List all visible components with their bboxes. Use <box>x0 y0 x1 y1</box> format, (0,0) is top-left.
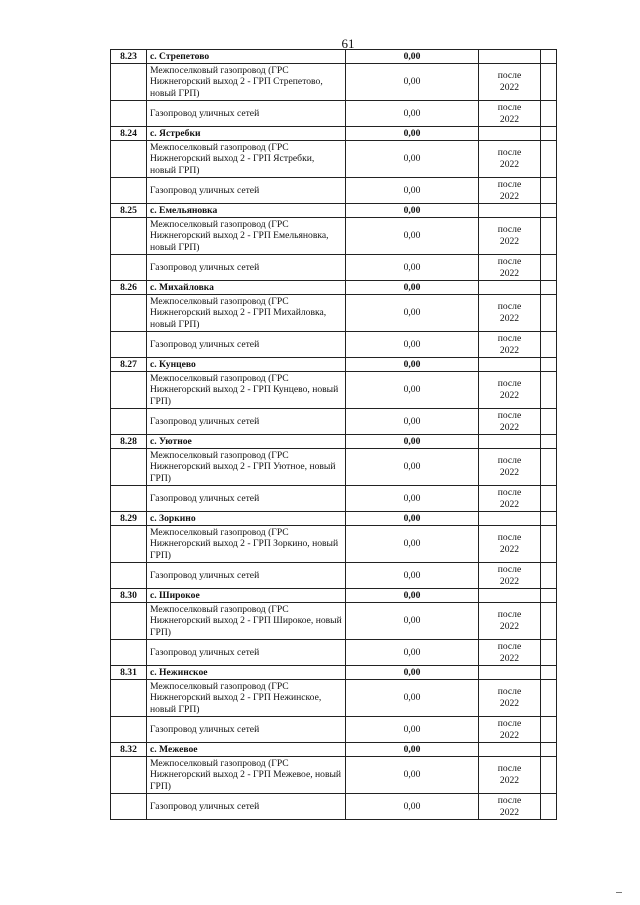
pipeline-name: Межпоселковый газопровод (ГРС Нижнегорский выход 2 - ГРП Ястребки, новый ГРП) <box>147 141 346 178</box>
pipeline-row <box>111 295 557 332</box>
blank-cell <box>541 372 557 409</box>
row-number <box>111 295 147 332</box>
year-prefix: после <box>497 147 522 159</box>
year-cell <box>479 640 541 666</box>
row-number <box>111 255 147 281</box>
year-prefix: после <box>497 70 522 82</box>
blank-cell <box>541 563 557 589</box>
settlement-value: 0,00 <box>346 512 479 526</box>
year-cell <box>479 50 541 64</box>
pipeline-value: 0,00 <box>346 794 479 820</box>
year-cell <box>479 218 541 255</box>
blank-cell <box>541 486 557 512</box>
year-prefix: после <box>497 301 522 313</box>
pipeline-name: Газопровод уличных сетей <box>147 255 346 281</box>
year-prefix: после <box>497 178 522 190</box>
year-prefix: после <box>497 455 522 467</box>
row-number <box>111 141 147 178</box>
row-number <box>111 603 147 640</box>
year-value: 2022 <box>499 82 520 93</box>
year-prefix: после <box>497 332 522 344</box>
row-number <box>111 794 147 820</box>
year-cell <box>479 281 541 295</box>
settlement-value: 0,00 <box>346 743 479 757</box>
blank-cell <box>541 101 557 127</box>
blank-cell <box>541 141 557 178</box>
year-value: 2022 <box>499 390 520 401</box>
year-value: 2022 <box>499 575 520 587</box>
settlement-value: 0,00 <box>346 50 479 64</box>
year-cell <box>479 64 541 101</box>
year-prefix: после <box>497 224 522 236</box>
scan-mark <box>616 892 622 893</box>
year-value: 2022 <box>499 313 520 324</box>
year-cell <box>479 743 541 757</box>
year-cell <box>479 449 541 486</box>
settlement-name: с. Кунцево <box>147 358 346 372</box>
pipeline-name: Межпоселковый газопровод (ГРС Нижнегорский выход 2 - ГРП Межевое, новый ГРП) <box>147 757 346 794</box>
row-number <box>111 680 147 717</box>
blank-cell <box>541 449 557 486</box>
year-value: 2022 <box>499 544 520 555</box>
row-number <box>111 449 147 486</box>
row-number <box>111 526 147 563</box>
settlement-value: 0,00 <box>346 204 479 218</box>
blank-cell <box>541 204 557 218</box>
row-number <box>111 486 147 512</box>
pipeline-row <box>111 794 557 820</box>
pipeline-row <box>111 640 557 666</box>
pipeline-row <box>111 757 557 794</box>
pipeline-name: Газопровод уличных сетей <box>147 101 346 127</box>
year-value: 2022 <box>499 498 520 510</box>
settlement-row <box>111 127 557 141</box>
pipeline-row <box>111 449 557 486</box>
year-prefix: после <box>497 609 522 621</box>
row-number: 8.23 <box>111 50 147 64</box>
blank-cell <box>541 512 557 526</box>
year-cell <box>479 255 541 281</box>
year-cell <box>479 603 541 640</box>
pipeline-name: Межпоселковый газопровод (ГРС Нижнегорский выход 2 - ГРП Широкое, новый ГРП) <box>147 603 346 640</box>
settlement-value: 0,00 <box>346 281 479 295</box>
year-value: 2022 <box>499 344 520 356</box>
year-cell <box>479 757 541 794</box>
settlement-row <box>111 204 557 218</box>
row-number: 8.32 <box>111 743 147 757</box>
settlement-name: с. Михайловка <box>147 281 346 295</box>
pipeline-name: Газопровод уличных сетей <box>147 563 346 589</box>
year-prefix: после <box>497 717 522 729</box>
year-value: 2022 <box>499 698 520 709</box>
row-number <box>111 372 147 409</box>
year-prefix: после <box>497 101 522 113</box>
year-cell <box>479 717 541 743</box>
blank-cell <box>541 255 557 281</box>
pipeline-row <box>111 372 557 409</box>
pipeline-row <box>111 563 557 589</box>
page-number: 61 <box>341 36 355 51</box>
row-number: 8.28 <box>111 435 147 449</box>
year-cell <box>479 526 541 563</box>
year-cell <box>479 295 541 332</box>
settlement-row <box>111 666 557 680</box>
settlement-name: с. Нежинское <box>147 666 346 680</box>
pipeline-name: Межпоселковый газопровод (ГРС Нижнегорский выход 2 - ГРП Михайловка, новый ГРП) <box>147 295 346 332</box>
blank-cell <box>541 332 557 358</box>
year-cell <box>479 409 541 435</box>
blank-cell <box>541 178 557 204</box>
pipeline-name: Межпоселковый газопровод (ГРС Нижнегорский выход 2 - ГРП Емельяновка, новый ГРП) <box>147 218 346 255</box>
row-number <box>111 409 147 435</box>
settlement-value: 0,00 <box>346 127 479 141</box>
year-cell <box>479 794 541 820</box>
settlement-row <box>111 435 557 449</box>
blank-cell <box>541 794 557 820</box>
year-cell <box>479 435 541 449</box>
pipeline-value: 0,00 <box>346 409 479 435</box>
settlement-name: с. Широкое <box>147 589 346 603</box>
pipeline-value: 0,00 <box>346 372 479 409</box>
pipeline-value: 0,00 <box>346 680 479 717</box>
year-prefix: после <box>497 532 522 544</box>
settlement-value: 0,00 <box>346 358 479 372</box>
blank-cell <box>541 526 557 563</box>
blank-cell <box>541 680 557 717</box>
pipeline-value: 0,00 <box>346 757 479 794</box>
row-number <box>111 178 147 204</box>
row-number: 8.31 <box>111 666 147 680</box>
settlement-row <box>111 512 557 526</box>
pipeline-value: 0,00 <box>346 526 479 563</box>
pipeline-name: Газопровод уличных сетей <box>147 640 346 666</box>
pipeline-value: 0,00 <box>346 449 479 486</box>
year-cell <box>479 127 541 141</box>
settlement-name: с. Зоркино <box>147 512 346 526</box>
pipeline-row <box>111 101 557 127</box>
settlement-row <box>111 743 557 757</box>
row-number <box>111 64 147 101</box>
year-cell <box>479 563 541 589</box>
pipeline-name: Межпоселковый газопровод (ГРС Нижнегорский выход 2 - ГРП Стрепетово, новый ГРП) <box>147 64 346 101</box>
year-value: 2022 <box>499 806 520 818</box>
blank-cell <box>541 589 557 603</box>
year-cell <box>479 666 541 680</box>
year-cell <box>479 372 541 409</box>
pipeline-name: Газопровод уличных сетей <box>147 486 346 512</box>
row-number: 8.24 <box>111 127 147 141</box>
pipeline-value: 0,00 <box>346 603 479 640</box>
pipeline-value: 0,00 <box>346 486 479 512</box>
year-value: 2022 <box>499 190 520 202</box>
pipeline-value: 0,00 <box>346 717 479 743</box>
pipeline-name: Межпоселковый газопровод (ГРС Нижнегорский выход 2 - ГРП Кунцево, новый ГРП) <box>147 372 346 409</box>
settlement-row <box>111 589 557 603</box>
pipeline-name: Межпоселковый газопровод (ГРС Нижнегорский выход 2 - ГРП Зоркино, новый ГРП) <box>147 526 346 563</box>
year-prefix: после <box>497 640 522 652</box>
settlement-name: с. Емельяновка <box>147 204 346 218</box>
settlement-row <box>111 281 557 295</box>
year-cell <box>479 178 541 204</box>
blank-cell <box>541 743 557 757</box>
pipeline-row <box>111 526 557 563</box>
settlement-value: 0,00 <box>346 666 479 680</box>
pipeline-row <box>111 178 557 204</box>
year-prefix: после <box>497 763 522 775</box>
row-number: 8.30 <box>111 589 147 603</box>
year-value: 2022 <box>499 267 520 279</box>
year-value: 2022 <box>499 421 520 433</box>
row-number: 8.27 <box>111 358 147 372</box>
year-value: 2022 <box>499 236 520 247</box>
year-prefix: после <box>497 686 522 698</box>
row-number <box>111 757 147 794</box>
blank-cell <box>541 127 557 141</box>
pipeline-value: 0,00 <box>346 101 479 127</box>
pipeline-value: 0,00 <box>346 640 479 666</box>
pipeline-row <box>111 409 557 435</box>
pipeline-row <box>111 680 557 717</box>
row-number <box>111 101 147 127</box>
pipeline-value: 0,00 <box>346 218 479 255</box>
year-prefix: после <box>497 563 522 575</box>
year-cell <box>479 101 541 127</box>
settlement-row <box>111 50 557 64</box>
pipeline-row <box>111 332 557 358</box>
pipeline-name: Межпоселковый газопровод (ГРС Нижнегорский выход 2 - ГРП Нежинское, новый ГРП) <box>147 680 346 717</box>
row-number: 8.25 <box>111 204 147 218</box>
blank-cell <box>541 50 557 64</box>
row-number: 8.26 <box>111 281 147 295</box>
blank-cell <box>541 757 557 794</box>
year-prefix: после <box>497 409 522 421</box>
year-prefix: после <box>497 255 522 267</box>
blank-cell <box>541 666 557 680</box>
year-value: 2022 <box>499 729 520 741</box>
row-number: 8.29 <box>111 512 147 526</box>
pipeline-value: 0,00 <box>346 141 479 178</box>
pipeline-row <box>111 603 557 640</box>
year-cell <box>479 512 541 526</box>
row-number <box>111 332 147 358</box>
pipeline-row <box>111 255 557 281</box>
blank-cell <box>541 358 557 372</box>
blank-cell <box>541 295 557 332</box>
pipeline-row <box>111 64 557 101</box>
year-prefix: после <box>497 378 522 390</box>
row-number <box>111 563 147 589</box>
pipeline-name: Газопровод уличных сетей <box>147 717 346 743</box>
blank-cell <box>541 603 557 640</box>
row-number <box>111 218 147 255</box>
year-prefix: после <box>497 486 522 498</box>
blank-cell <box>541 717 557 743</box>
pipeline-value: 0,00 <box>346 295 479 332</box>
row-number <box>111 717 147 743</box>
pipeline-value: 0,00 <box>346 563 479 589</box>
pipeline-value: 0,00 <box>346 332 479 358</box>
row-number <box>111 640 147 666</box>
blank-cell <box>541 218 557 255</box>
year-cell <box>479 358 541 372</box>
pipeline-value: 0,00 <box>346 178 479 204</box>
pipeline-name: Газопровод уличных сетей <box>147 332 346 358</box>
year-value: 2022 <box>499 159 520 170</box>
pipeline-row <box>111 141 557 178</box>
settlement-value: 0,00 <box>346 589 479 603</box>
settlement-name: с. Межевое <box>147 743 346 757</box>
year-cell <box>479 589 541 603</box>
blank-cell <box>541 409 557 435</box>
blank-cell <box>541 435 557 449</box>
settlement-name: с. Уютное <box>147 435 346 449</box>
year-cell <box>479 204 541 218</box>
pipeline-value: 0,00 <box>346 255 479 281</box>
year-value: 2022 <box>499 621 520 632</box>
pipeline-row <box>111 486 557 512</box>
table-body <box>111 50 557 820</box>
pipeline-row <box>111 218 557 255</box>
pipeline-row <box>111 717 557 743</box>
year-value: 2022 <box>499 775 520 786</box>
gas-pipeline-table <box>110 49 557 820</box>
year-cell <box>479 141 541 178</box>
settlement-value: 0,00 <box>346 435 479 449</box>
settlement-name: с. Стрепетово <box>147 50 346 64</box>
blank-cell <box>541 64 557 101</box>
settlement-name: с. Ястребки <box>147 127 346 141</box>
year-value: 2022 <box>499 652 520 664</box>
pipeline-name: Газопровод уличных сетей <box>147 178 346 204</box>
blank-cell <box>541 640 557 666</box>
pipeline-name: Газопровод уличных сетей <box>147 794 346 820</box>
year-value: 2022 <box>499 467 520 478</box>
year-cell <box>479 680 541 717</box>
year-value: 2022 <box>499 113 520 125</box>
pipeline-name: Газопровод уличных сетей <box>147 409 346 435</box>
pipeline-name: Межпоселковый газопровод (ГРС Нижнегорский выход 2 - ГРП Уютное, новый ГРП) <box>147 449 346 486</box>
year-cell <box>479 332 541 358</box>
year-prefix: после <box>497 794 522 806</box>
pipeline-value: 0,00 <box>346 64 479 101</box>
settlement-row <box>111 358 557 372</box>
year-cell <box>479 486 541 512</box>
blank-cell <box>541 281 557 295</box>
